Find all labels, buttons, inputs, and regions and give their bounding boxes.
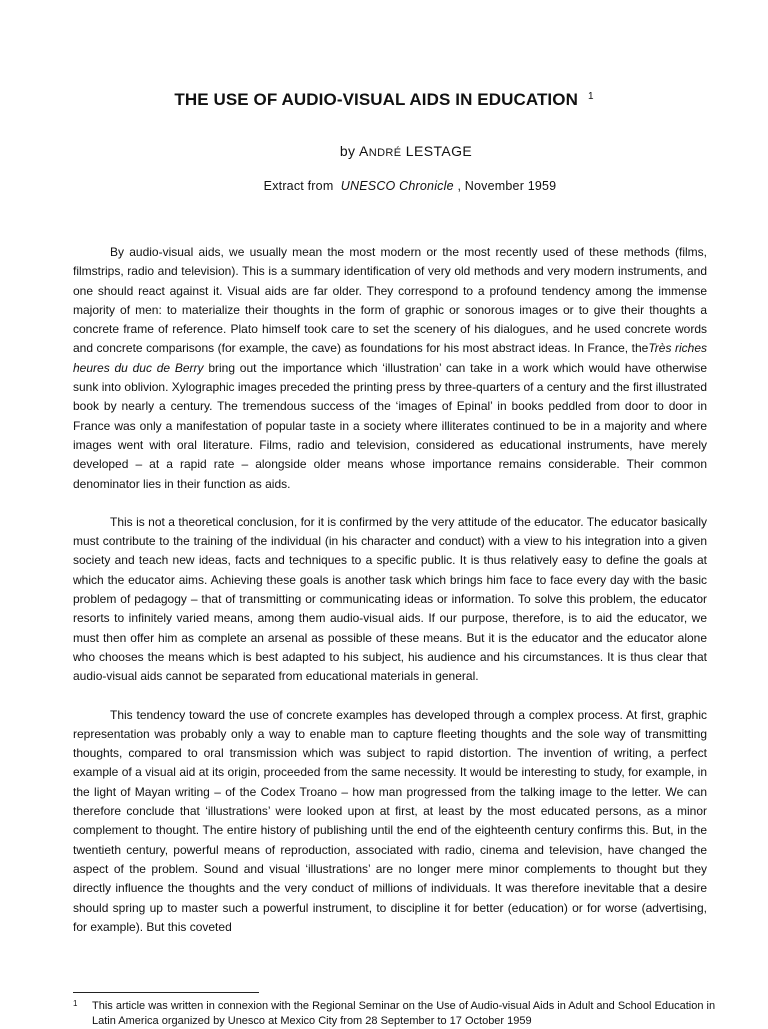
title-text: THE USE OF AUDIO-VISUAL AIDS IN EDUCATION (174, 90, 578, 109)
extract-prefix: Extract from (263, 179, 334, 193)
author-name (359, 143, 472, 159)
paragraph-1-text-b: bring out the importance which ‘illustration’ can take in a work which would have otherwise sunk into oblivion. Xylographic images preceded the printing press by three-quarters of a century and the first illustrated book by nearly a century. The tremendous success of the ‘images of Epinal’ in books peddled from door to door in France was only a manifestation of popular taste in a society where illiterates continued to be in a majority and where images went with oral literature. Films, radio and television, considered as educational instruments, have merely developed – at a rapid rate – alongside older means whose importance remains considerable. Their common denominator lies in their function as aids. (73, 360, 707, 491)
article-body (73, 243, 707, 956)
footnote (73, 999, 723, 1029)
byline-prefix: by (339, 143, 356, 159)
footnote-text: This article was written in connexion with the Regional Seminar on the Use of Audio-visual Aids in Adult and School Education in Latin America organized by Unesco at Mexico City from 28 September to 17 October 1959 (92, 1000, 716, 1027)
author-first-initial: A (358, 143, 369, 159)
paragraph-1-text-a: By audio-visual aids, we usually mean the most modern or the most recently used of these methods (films, filmstrips, radio and television). This is a summary identification of very old methods and very modern instruments, and one should react against it. Visual aids are far older. They correspond to a profound tendency among the immense majority of men: to materialize their thoughts in the form of graphic or sonorous images or to give their thoughts a concrete frame of reference. Plato himself took care to set the scenery of his dialogues, and he used concrete words and concrete comparisons (for example, the cave) as foundations for his most abstract ideas. In France, the (73, 245, 707, 356)
extract-suffix: , November 1959 (457, 179, 557, 193)
paragraph-1 (73, 243, 707, 494)
author-first-rest: NDRÉ (368, 147, 402, 159)
footnote-separator (73, 992, 259, 993)
paragraph-2: This is not a theoretical conclusion, for it is confirmed by the very attitude of the educator. The educator basically must contribute to the training of the individual (in his character and conduct) with a view to his integration into a given society and teach new ideas, facts and techniques to a specific public. It is thus relatively easy to define the goals at which the educator aims. Achieving these goals is another task which brings him face to face every day with the basic problem of pedagogy – that of transmitting or communicating ideas or information. To solve this problem, the educator resorts to infinitely varied means, among them audio-visual aids. If our purpose, therefore, is to aid the educator, we must then offer him as complete an arsenal as possible of these means. But it is the educator and the educator alone who chooses the means which is best adapted to his subject, his audience and his circumstances. It is thus clear that audio-visual aids cannot be separated from educational materials in general. (73, 514, 707, 684)
title-footnote-mark[interactable]: 1 (587, 91, 594, 102)
author-last-name: LESTAGE (405, 143, 473, 159)
source-title: UNESCO Chronicle (340, 179, 454, 193)
author-byline (0, 143, 768, 159)
paragraph-1-italic-title: Très riches heures du duc de Berry (73, 341, 707, 375)
page-title (0, 90, 768, 110)
footnote-mark: 1 (73, 999, 78, 1008)
source-line (0, 179, 768, 193)
paragraph-3: This tendency toward the use of concrete examples has developed through a complex process. At first, graphic representation was probably only a way to enable man to capture fleeting thoughts and the sole way of transmitting thoughts, compared to oral transmission which was subject to rapid distortion. The invention of writing, a perfect example of a visual aid at its origin, proceeded from the same necessity. It would be interesting to study, for example, in the light of Mayan writing – of the Codex Troano – how man progressed from the talking image to the letter. We can therefore conclude that ‘illustrations’ were looked upon at first, at least by the most educated persons, as a minor complement to thought. The entire history of publishing until the end of the eighteenth century confirms this. But, in the twentieth century, powerful means of reproduction, associated with radio, cinema and television, have changed the aspect of the problem. Sound and visual ‘illustrations’ are no longer mere minor complements to thought but they directly influence the thoughts and the very conduct of millions of individuals. It was therefore inevitable that a desire should spring up to master such a powerful instrument, to discipline it for better (education) or for worse (advertising, for example). But this coveted (73, 707, 707, 934)
